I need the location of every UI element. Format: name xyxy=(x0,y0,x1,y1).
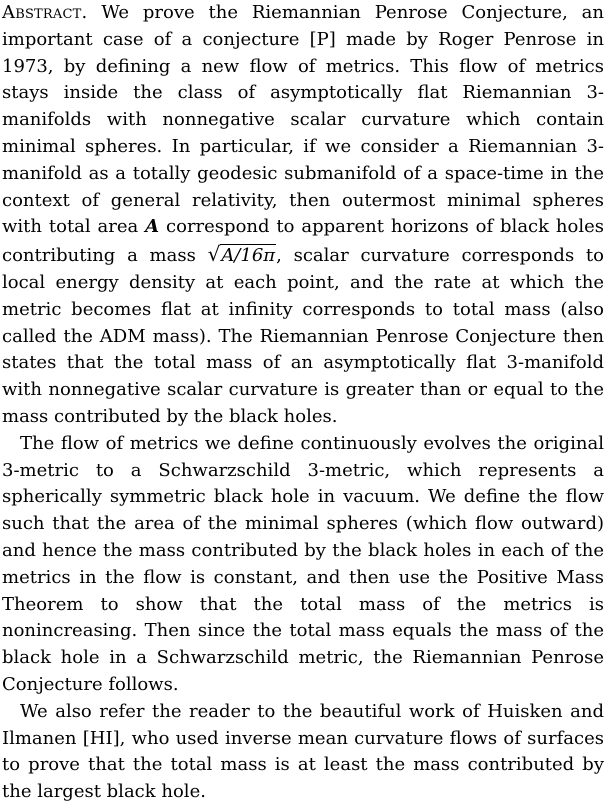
abstract-paragraph-2: The flow of metrics we define continuously evolves the original 3-metric to a Schwarzschild 3-metric, which represents a spherically symmetric black hole in vacuum. We define the flow such that the area of the minimal spheres (which flow outward) and hence the mass contributed by the black holes in each of the metrics in the flow is constant, and then use the Positive Mass Theorem to show that the total mass of the metrics is nonincreasing. Then since the total mass equals the mass of the black hole in a Schwarzschild metric, the Riemannian Penrose Conjecture follows. xyxy=(2,432,604,695)
paragraph-1-text-c: , scalar curvature corresponds to local energy density at each point, and the rate at which the metric becomes flat at infinity corresponds to total mass (also called the ADM mass). The Riemannian Penrose Conjecture then states that the total mass of an asymptotically flat 3-manifold with nonnegative scalar curvature is greater than or equal to the mass contributed by the black holes. xyxy=(2,245,604,427)
abstract-paragraph-1 xyxy=(2,0,604,431)
paragraph-1-text-a: We prove the Riemannian Penrose Conjecture, an important case of a conjecture [P] made by Roger Penrose in 1973, by defining a new flow of metrics. This flow of metrics stays inside the class of asymptotically flat Riemannian 3-manifolds with nonnegative scalar curvature which contain minimal spheres. In particular, if we consider a Riemannian 3-manifold as a totally geodesic submanifold of a space-time in the context of general relativity, then outermost minimal spheres with total area xyxy=(2,2,604,238)
paragraph-1-text-b: correspond to apparent horizons of black holes contributing a mass xyxy=(2,216,604,267)
square-root-sign: √ xyxy=(207,242,221,267)
mass-formula-radicand: A/16π xyxy=(221,245,276,267)
area-symbol: A xyxy=(145,216,160,238)
abstract-paragraph-3: We also refer the reader to the beautiful work of Huisken and Ilmanen [HI], who used inverse mean curvature flows of surfaces to prove that the total mass is at least the mass contributed by the largest black hole. xyxy=(2,700,604,803)
mass-formula xyxy=(208,241,277,270)
abstract-label: Abstract. xyxy=(2,2,88,23)
